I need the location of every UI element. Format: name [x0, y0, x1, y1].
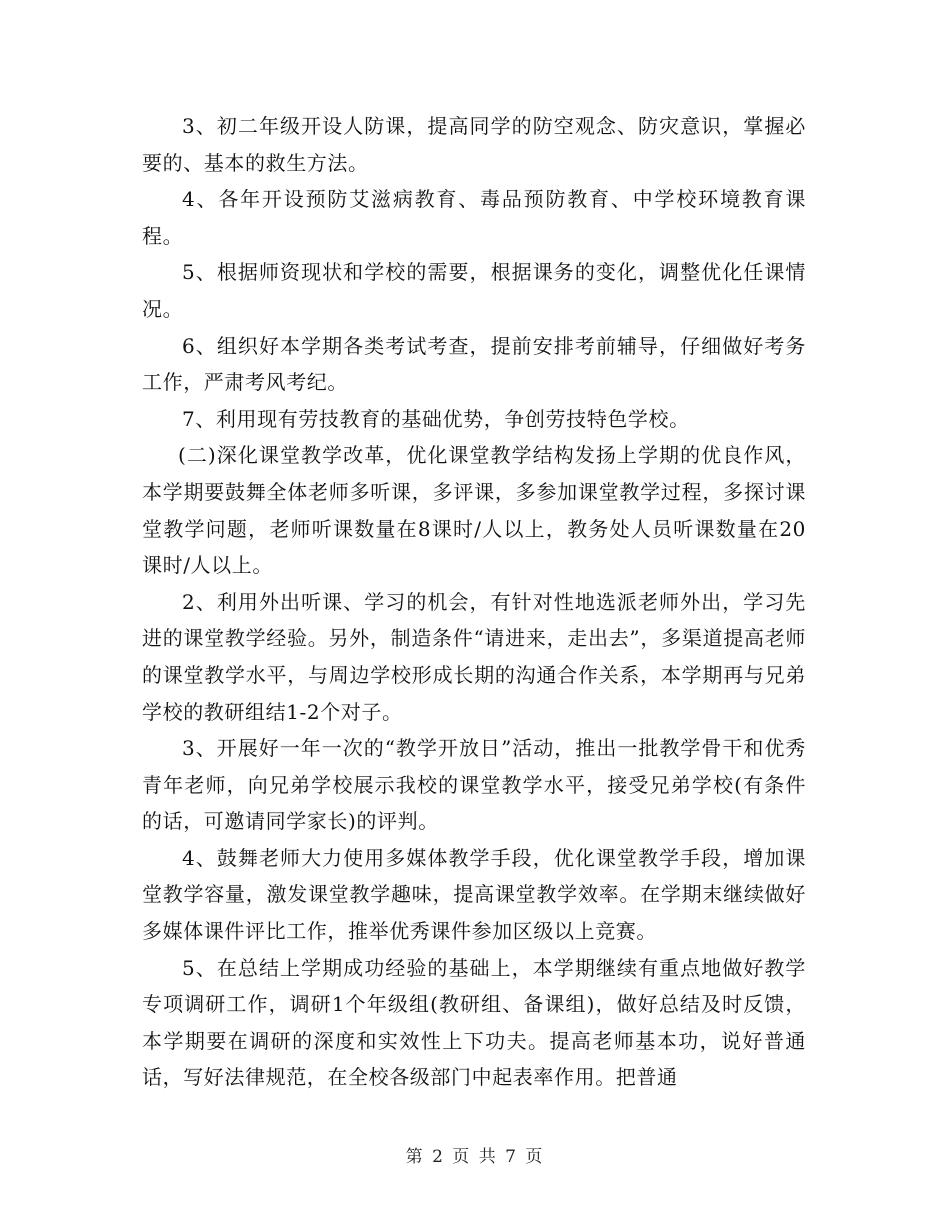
- paragraph-7: 2、利用外出听课、学习的机会，有针对性地选派老师外出，学习先进的课堂教学经验。另外，制造条件“请进来，走出去”，多渠道提高老师的课堂教学水平，与周边学校形成长期的沟通合作关系，本学期再与兄弟学校的教研组结1-2个对子。: [142, 589, 806, 724]
- paragraph-3: 5、根据师资现状和学校的需要，根据课务的变化，调整优化任课情况。: [142, 260, 806, 321]
- document-body: [142, 108, 806, 1096]
- paragraph-6: (二)深化课堂教学改革，优化课堂教学结构发扬上学期的优良作风，本学期要鼓舞全体老师多听课，多评课，多参加课堂教学过程，多探讨课堂教学问题，老师听课数量在8课时/人以上，教务处人员听课数量在20课时/人以上。: [142, 443, 806, 578]
- paragraph-9: 4、鼓舞老师大力使用多媒体教学手段，优化课堂教学手段，增加课堂教学容量，激发课堂教学趣味，提高课堂教学效率。在学期末继续做好多媒体课件评比工作，推举优秀课件参加区级以上竞赛。: [142, 845, 806, 944]
- paragraph-8: 3、开展好一年一次的“教学开放日”活动，推出一批教学骨干和优秀青年老师，向兄弟学校展示我校的课堂教学水平，接受兄弟学校(有条件的话，可邀请同学家长)的评判。: [142, 736, 806, 834]
- paragraph-2: 4、各年开设预防艾滋病教育、毒品预防教育、中学校环境教育课程。: [142, 187, 806, 248]
- page-number-footer: 第 2 页 共 7 页: [405, 1147, 545, 1167]
- paragraph-10: 5、在总结上学期成功经验的基础上，本学期继续有重点地做好教学专项调研工作，调研1个年级组(教研组、备课组)，做好总结及时反馈，本学期要在调研的深度和实效性上下功夫。提高老师基本功，说好普通话，写好法律规范，在全校各级部门中起表率作用。把普通: [142, 955, 806, 1090]
- paragraph-4: 6、组织好本学期各类考试考查，提前安排考前辅导，仔细做好考务工作，严肃考风考纪。: [142, 333, 806, 395]
- paragraph-5: 7、利用现有劳技教育的基础优势，争创劳技特色学校。: [182, 406, 690, 431]
- paragraph-1: 3、初二年级开设人防课，提高同学的防空观念、防灾意识，掌握必要的、基本的救生方法。: [142, 114, 806, 175]
